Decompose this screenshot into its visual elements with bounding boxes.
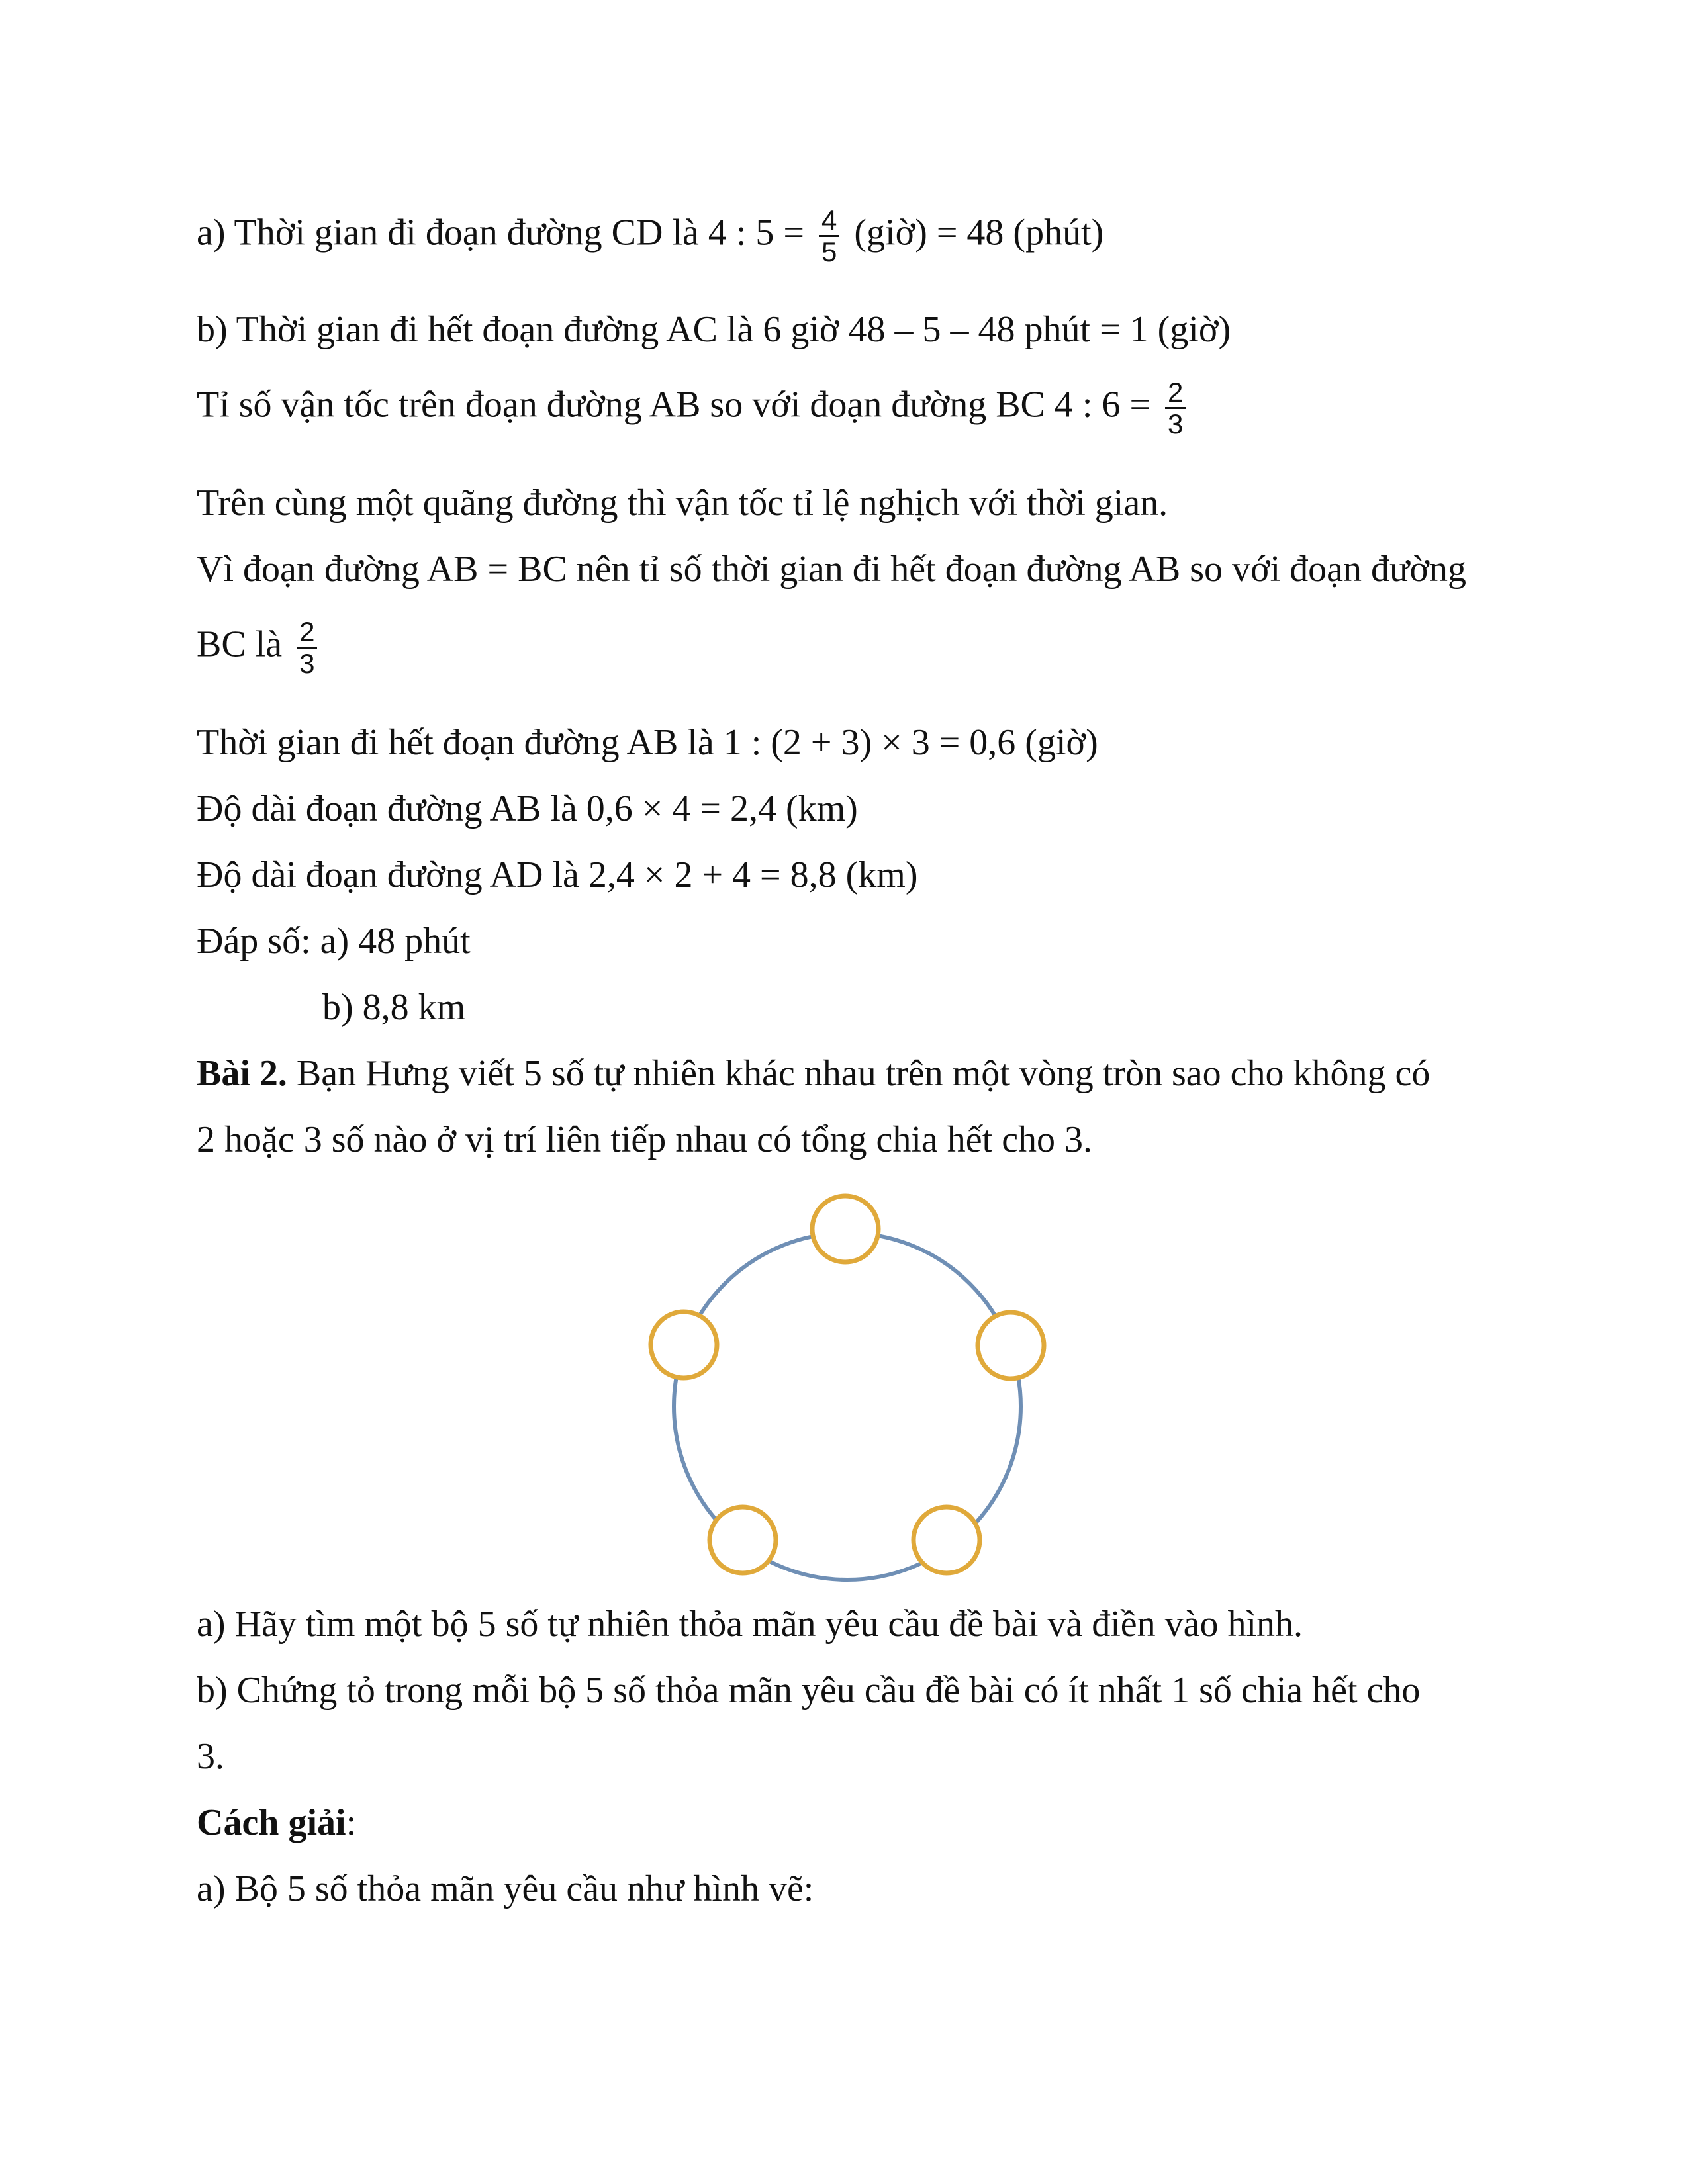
line-text: BC là [197, 623, 292, 665]
fraction-4-5 [819, 205, 839, 267]
fraction-numerator: 2 [299, 616, 315, 647]
fraction-2-3 [1165, 377, 1186, 439]
line-bc-ratio [197, 617, 322, 679]
line-ac-time: b) Thời gian đi hết đoạn đường AC là 6 giờ 48 – 5 – 48 phút = 1 (giờ) [197, 309, 1231, 350]
node-circle-right[interactable] [978, 1312, 1044, 1379]
answer-b: b) 8,8 km [322, 987, 466, 1028]
line-ab-time: Thời gian đi hết đoạn đường AB là 1 : (2 + 3) × 3 = 0,6 (giờ) [197, 722, 1098, 763]
line-inverse-proportion: Trên cùng một quãng đường thì vận tốc tỉ lệ nghịch với thời gian. [197, 482, 1168, 523]
solution-label: Cách giải [197, 1802, 346, 1843]
fraction-denominator: 3 [297, 647, 317, 678]
line-text: Tỉ số vận tốc trên đoạn đường AB so với đoạn đường BC 4 : 6 = [197, 384, 1160, 426]
node-circle-left[interactable] [651, 1312, 717, 1378]
problem-2-line-2: 2 hoặc 3 số nào ở vị trí liên tiếp nhau có tổng chia hết cho 3. [197, 1119, 1093, 1160]
line-ad-length: Độ dài đoạn đường AD là 2,4 × 2 + 4 = 8,8 (km) [197, 854, 918, 895]
answer-a: Đáp số: a) 48 phút [197, 921, 471, 962]
question-b-line-1: b) Chứng tỏ trong mỗi bộ 5 số thỏa mãn yêu cầu đề bài có ít nhất 1 số chia hết cho [197, 1670, 1421, 1711]
line-cd-time [197, 205, 1103, 267]
solution-heading [197, 1804, 356, 1841]
solution-colon: : [346, 1802, 357, 1843]
fraction-2-3 [297, 617, 317, 679]
line-ab-length: Độ dài đoạn đường AB là 0,6 × 4 = 2,4 (km) [197, 788, 858, 829]
question-a: a) Hãy tìm một bộ 5 số tự nhiên thỏa mãn yêu cầu đề bài và điền vào hình. [197, 1604, 1303, 1645]
node-circle-top[interactable] [812, 1196, 878, 1262]
node-circle-bottom-left[interactable] [710, 1507, 776, 1573]
fraction-numerator: 4 [821, 205, 837, 236]
problem-2-line-1 [197, 1055, 1430, 1092]
fraction-denominator: 5 [819, 235, 839, 267]
fraction-numerator: 2 [1168, 377, 1184, 408]
line-ab-bc-equal: Vì đoạn đường AB = BC nên tỉ số thời gian đi hết đoạn đường AB so với đoạn đường [197, 549, 1466, 590]
line-text: a) Thời gian đi đoạn đường CD là 4 : 5 = [197, 212, 814, 253]
solution-a: a) Bộ 5 số thỏa mãn yêu cầu như hình vẽ: [197, 1868, 814, 1909]
node-circle-bottom-right[interactable] [914, 1507, 980, 1573]
question-b-line-2: 3. [197, 1736, 224, 1777]
problem-2-text: Bạn Hưng viết 5 số tự nhiên khác nhau trên một vòng tròn sao cho không có [287, 1053, 1430, 1094]
line-text: (giờ) = 48 (phút) [845, 212, 1104, 253]
five-circle-figure [635, 1188, 1059, 1585]
problem-2-title: Bài 2. [197, 1053, 287, 1094]
fraction-denominator: 3 [1165, 407, 1186, 439]
line-speed-ratio [197, 377, 1191, 439]
